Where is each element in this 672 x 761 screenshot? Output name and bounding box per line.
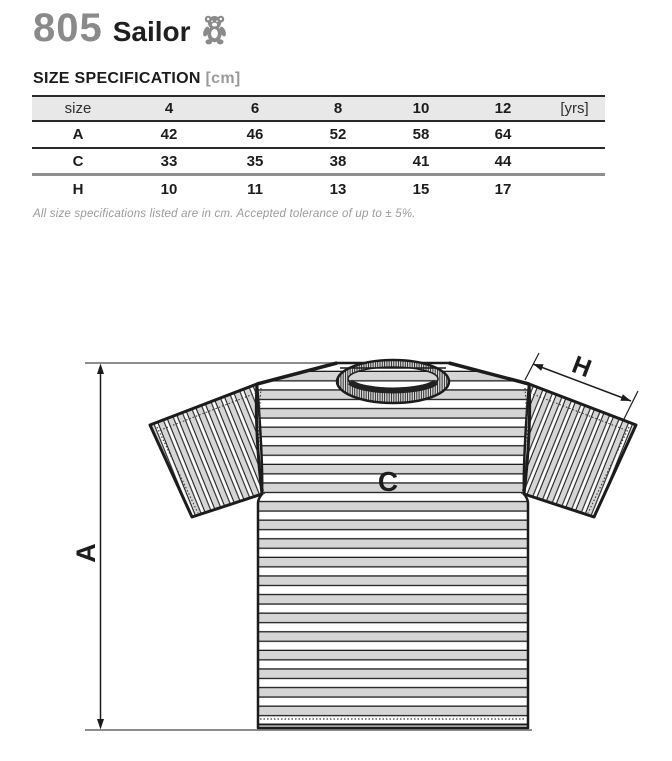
table-cell: 44 <box>494 152 512 170</box>
row-label: C <box>72 152 84 170</box>
dimension-h-extension-2 <box>624 391 638 419</box>
product-name: Sailor <box>112 16 191 47</box>
row-label: H <box>72 181 84 198</box>
section-title-text: SIZE SPECIFICATION <box>33 70 201 87</box>
column-header-yrs: [yrs] <box>560 100 589 117</box>
table-cell: 58 <box>412 126 430 143</box>
left-sleeve <box>150 384 262 517</box>
column-header-12: 12 <box>494 100 512 117</box>
table-cell: 41 <box>412 152 430 170</box>
table-cell: 10 <box>160 181 178 198</box>
left-sleeve-outline <box>150 384 262 517</box>
table-header-row <box>32 95 605 122</box>
table-row-h <box>32 176 605 203</box>
tshirt-technical-drawing <box>0 330 672 761</box>
size-table <box>32 95 605 203</box>
right-sleeve <box>524 384 636 517</box>
right-sleeve-outline <box>524 384 636 517</box>
table-cell: 52 <box>329 126 347 143</box>
tshirt-body <box>257 363 529 728</box>
table-cell: 46 <box>246 126 264 143</box>
teddy-bear-icon <box>201 14 228 50</box>
collar <box>337 360 449 403</box>
column-header-4: 4 <box>164 100 174 117</box>
dimension-c-label: C <box>377 466 399 497</box>
table-cell: 17 <box>494 181 512 198</box>
dimension-h-arrow-end <box>620 394 631 401</box>
section-unit: [cm] <box>205 70 241 87</box>
table-cell: 11 <box>247 181 263 198</box>
table-cell: 35 <box>246 152 264 170</box>
column-header-8: 8 <box>333 100 343 117</box>
column-header-10: 10 <box>412 100 430 117</box>
dimension-a-label: A <box>71 543 101 563</box>
section-title <box>33 70 241 88</box>
dimension-a-arrow-down <box>97 719 104 730</box>
table-cell: 64 <box>494 126 512 143</box>
dimension-h-arrow-start <box>533 364 544 371</box>
dimension-a <box>71 364 104 730</box>
table-cell: 15 <box>412 181 430 198</box>
column-header-6: 6 <box>250 100 260 117</box>
body-outline <box>257 363 529 728</box>
product-number: 805 <box>33 6 103 50</box>
table-row-a <box>32 122 605 149</box>
product-header <box>33 8 228 48</box>
dimension-a-arrow-up <box>97 364 104 375</box>
dimension-h-label: H <box>568 350 596 384</box>
column-header-size: size <box>64 100 92 117</box>
table-row-c <box>32 149 605 176</box>
table-cell: 33 <box>160 152 178 170</box>
row-label: A <box>72 126 84 143</box>
table-cell: 42 <box>160 126 178 143</box>
tolerance-footnote: All size specifications listed are in cm. Accepted tolerance of up to ± 5%. <box>33 208 416 220</box>
table-cell: 38 <box>329 152 347 170</box>
table-cell: 13 <box>329 181 347 198</box>
